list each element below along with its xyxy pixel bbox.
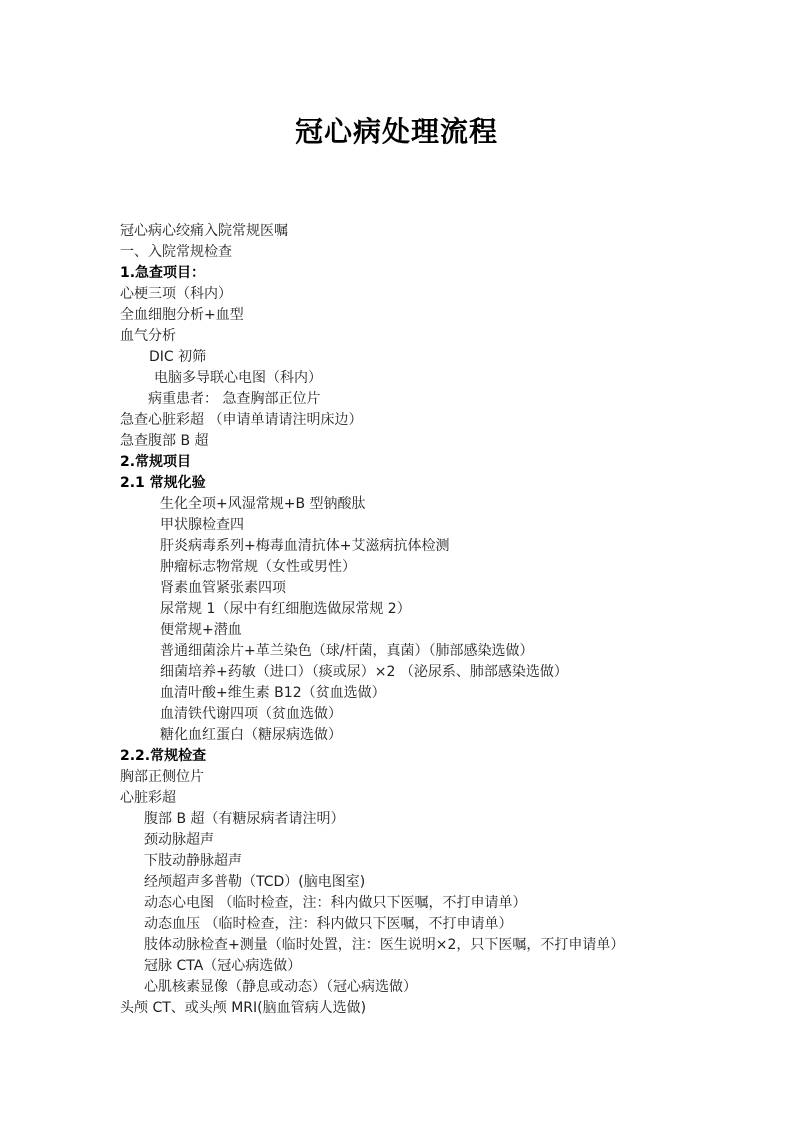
text-line: 头颅 CT、或头颅 MRI(脑血管病人选做) [120,1000,367,1016]
text-line: 动态血压 （临时检查，注：科内做只下医嘱，不打申请单） [144,916,513,932]
text-line: 腹部 B 超（有糖尿病者请注明） [144,811,345,827]
text-line: 胸部正侧位片 [120,769,204,785]
text-line: 糖化血红蛋白（糖尿病选做） [160,727,342,743]
text-line: 颈动脉超声 [144,832,214,848]
text-line: 肢体动脉检查+测量（临时处置，注：医生说明×2，只下医嘱，不打申请单） [144,937,625,953]
section-heading: 1.急查项目： [120,265,206,281]
text-line: 血清叶酸+维生素 B12（贫血选做） [160,685,386,701]
text-line: 动态心电图 （临时检查，注：科内做只下医嘱，不打申请单） [144,895,527,911]
text-line: 生化全项+风湿常规+B 型钠酸肽 [160,496,366,512]
text-line: DIC 初筛 [149,349,207,365]
document-title: 冠心病处理流程 [294,115,498,148]
text-line: 心脏彩超 [120,790,176,806]
document-body [120,221,760,1019]
text-line: 便常规+潜血 [160,622,242,638]
text-line: 血气分析 [120,328,176,344]
text-line: 尿常规 1（尿中有红细胞选做尿常规 2） [160,601,411,617]
text-line: 下肢动静脉超声 [144,853,242,869]
text-line: 细菌培养+药敏（进口）（痰或尿）×2 （泌尿系、肺部感染选做） [160,664,568,680]
text-line: 电脑多导联心电图（科内） [154,370,322,386]
section-heading: 2.2.常规检查 [120,748,207,764]
text-line: 急查心脏彩超 （申请单请请注明床边） [120,412,363,428]
text-line: 肿瘤标志物常规（女性或男性） [160,559,356,575]
text-line: 肾素血管紧张素四项 [160,580,286,596]
text-line: 经颅超声多普勒（TCD）(脑电图室) [144,874,366,890]
text-line: 全血细胞分析+血型 [120,307,244,323]
section-heading: 2.1 常规化验 [120,475,206,491]
text-line: 普通细菌涂片+革兰染色（球/杆菌，真菌）（肺部感染选做） [160,643,534,659]
section-heading: 2.常规项目 [120,454,192,470]
text-line: 肝炎病毒系列+梅毒血清抗体+艾滋病抗体检测 [160,538,450,554]
text-line: 心肌核素显像（静息或动态）（冠心病选做） [144,979,417,995]
text-line: 心梗三项（科内） [120,286,232,302]
text-line: 一、入院常规检查 [120,244,232,260]
text-line: 血清铁代谢四项（贫血选做） [160,706,342,722]
text-line: 甲状腺检查四 [160,517,244,533]
text-line: 急查腹部 B 超 [120,433,209,449]
text-line: 冠脉 CTA（冠心病选做） [144,958,302,974]
text-line: 病重患者： 急查胸部正位片 [148,391,321,407]
text-line: 冠心病心绞痛入院常规医嘱 [120,223,288,239]
